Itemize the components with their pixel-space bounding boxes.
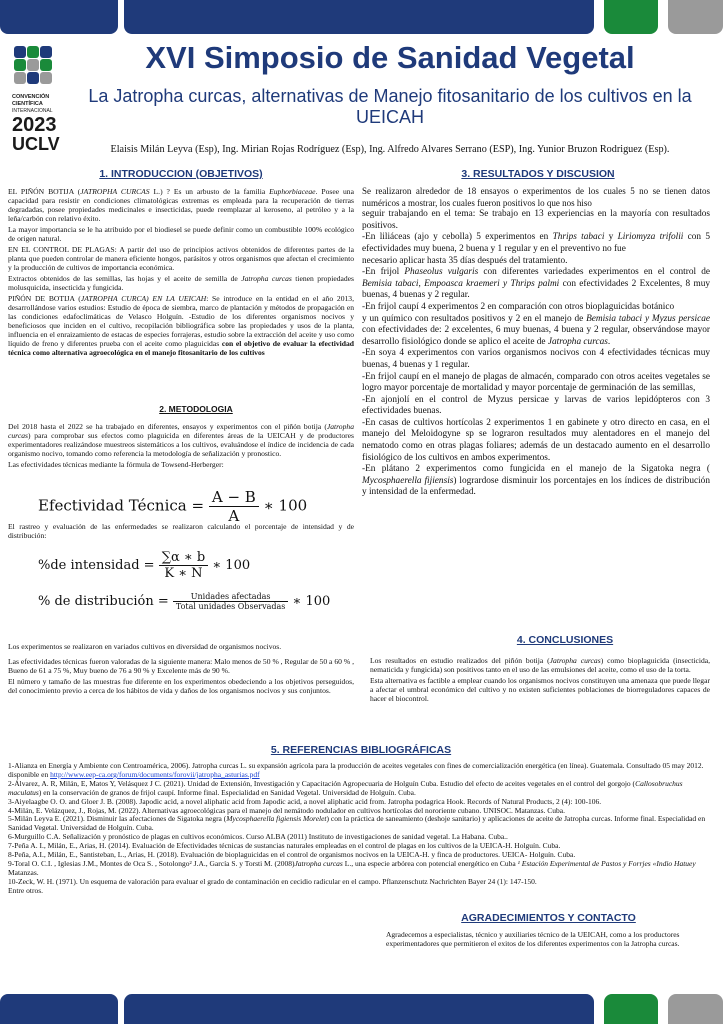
resultados-item-9: -En frijol caupí en el manejo de plagas de almacén, comparado con otros aceites vegetales se logro mayor porcentaje de mortalidad y mayor porcentaje de germinación de las semillas,	[362, 371, 710, 394]
logo-line3: INTERNACIONAL	[12, 108, 53, 114]
header-bar-gray	[668, 0, 723, 34]
reference-item: 4-Milán, E. Velázquez, J., Rojas, M. (2022). Alternativas agroecológicas para el manejo del nemátodo nodulador en cultivos hortícolas del nororiente cubano. UNISOC. Matanzas. Cuba.	[8, 805, 566, 815]
footer-bar-navy-main	[124, 994, 594, 1024]
logo-line1: CONVENCIÓN	[12, 94, 50, 100]
resultados-item-6: -En frijol caupí 4 experimentos 2 en comparación con otros bioplaguicidas botánico	[362, 301, 675, 312]
logo-year: 2023	[12, 114, 57, 136]
footer-bar-green	[604, 994, 658, 1024]
conclusiones-paragraph-1: Los resultados en estudio realizados del piñón botija (Jatropha curcas) como bioplaguicida (insecticida, nematicida y fungicida) son positivos tanto en el uso de las emulsiones del aceite, como el uso de la torta.	[370, 656, 711, 674]
agradecimientos-text: Agradecemos a especialistas, técnico y auxiliaries técnico de la UEICAH, como a los productores experimentadores que permitieron el exitos de los diferentes experimentos con la Jatropha curcas.	[386, 930, 680, 949]
footer-bar-gray	[668, 994, 723, 1024]
metodologia-heading: 2. METODOLOGIA	[159, 404, 233, 414]
footer-bar-navy-left	[0, 994, 118, 1024]
header-bar-navy-main	[124, 0, 594, 34]
page-title: XVI Simposio de Sanidad Vegetal	[145, 40, 635, 75]
metodologia-paragraph-4: Los experimentos se realizaron en variados cultivos en diversidad de organismos nocivos.	[8, 642, 282, 651]
logo-org: UCLV	[12, 134, 60, 154]
reference-item: 10-Zeck, W. H. (1971). Un esquema de valoración para evaluar el grado de contaminación en cecidio radicular en el campo. Pflanzenschutz Nachrichten Bayer 24 (1): 147-150.	[8, 876, 537, 886]
authors-line: Elaisis Milán Leyva (Esp), Ing. Mirian Rojas Rodríguez (Esp), Ing. Alfredo Alvares Serrano (ESP), Ing. Yunior Bruzon Rodriguez (Esp).	[110, 144, 670, 155]
reference-item: 6-Murguillo C.A. Señalización y pronóstico de plagas en cultivos económicos. Curso ALBA (2011) Instituto de investigaciones de sanidad vegetal. La Habana. Cuba..	[8, 832, 508, 842]
intro-paragraph-4: Extractos obtenidos de las semillas, las hojas y el aceite de semilla de Jatropha curcas tienen propiedades molusquicida, insecticida y fungicida.	[8, 274, 354, 292]
resultados-item-10: -En ajonjolí en el control de Myzus persicae y larvas de varios lepidópteros con 3 efectividades buenas.	[362, 394, 710, 417]
header-bar-navy-left	[0, 0, 118, 34]
header-bar-green	[604, 0, 658, 34]
resultados-heading: 3. RESULTADOS Y DISCUSION	[461, 168, 615, 180]
formula-distribucion: % de distribución = $\frac{\text{Unidades afectadas}}{\text{Total unidades Observadas}}$ ∗ 100	[38, 592, 331, 611]
resultados-item-12: -En plátano 2 experimentos como fungicida en el manejo de la Sigatoka negra ( Mycosphaerella fijiensis) logrardose disminuir los porcentajes en los índices de distribución y intensidad de la enfermedad.	[362, 464, 710, 498]
resultados-item-3: -En liliáceas (ajo y cebolla) 5 experimentos en Thrips tabaci y Liriomyza trifolii con 5 efectividades muy buena, 2 buena y 1 regular y en el preventivo no fue	[362, 232, 710, 254]
reference-item: 7-Peña A. I., Milán, E., Arias, H. (2014). Evaluación de Efectividades técnicas de sustancias naturales empleadas en el control de plagas en los cultivos de la UEICA-H. Holguín. Cuba.	[8, 841, 561, 851]
metodologia-intro	[8, 422, 354, 471]
reference-item: 8-Peña, A.I., Milán, E., Santisteban, L., Arias, H. (2018). Evaluación de bioplaguicidas en el control de organismos nocivos en la UEICA-H. y finca de productores. UEICA- Holguín. Cuba.	[8, 850, 576, 860]
convention-logo-icon	[14, 46, 52, 90]
resultados-item-11: -En casas de cultivos hortícolas 2 experimentos 1 en gabinete y otro directo en casa, en el manejo del Meloidogyne sp se lograron resultados muy alentadores en el manejo del nematodo como en otras plagas foliares; además de un destacado aumento en el desarrollo fisiológico de los cultivos en ambos experimentos.	[362, 417, 710, 463]
resultados-item-2: seguir trabajando en el tema: Se trabajo en 13 experiencias en la mayoría con resultados positivos.	[362, 209, 710, 231]
resultados-item-1: Se realizaron alrededor de 18 ensayos o experimentos de los cuales 5 no se tienen datos numéricos a mostrar, los cuales fueron positivos lo que nos hiso	[362, 186, 710, 208]
intro-paragraph-3: EN EL CONTROL DE PLAGAS: A partir del uso de principios activos obtenidos de diferentes partes de la planta que pueden controlar de manera eficiente hongos, parásitos y otros organismos que afectan el crecimiento y la producción de cultivos de importancia económica.	[8, 245, 354, 272]
page-subtitle: La Jatropha curcas, alternativas de Manejo fitosanitario de los cultivos en la UEICAH	[88, 86, 692, 127]
metodologia-paragraph-1: Del 2018 hasta el 2022 se ha trabajado en diferentes, ensayos y experimentos con el piñón botija (Jatropha curcas) para comprobar sus efectos como plaguicida en diferentes áreas de la UEICAH y de productores experimentadores realizándose muestreos sistemáticos a los cultivos, evaluándose el índice de incidencia de cada organismo nocivo, tomando como referencia la metodología de señalización y pronostico.	[8, 422, 354, 458]
metodologia-results-notes	[8, 642, 354, 697]
agradecimientos-heading: AGRADECIMIENTOS Y CONTACTO	[461, 912, 636, 924]
formula-intensidad: %de intensidad = $\frac{\sum\alpha ∗ b}{K ∗ N}$ ∗ 100	[38, 550, 251, 581]
formula-efectividad-tecnica: Efectividad Técnica = $\frac{A - B}{A}$ ∗ 100	[38, 488, 308, 525]
conclusiones-paragraph-2: Esta alternativa es factible a emplear cuando los organismos nocivos constituyen una amenaza que puede llegar a afectar el umbral económico del cultivo y no existen suficientes poblaciones de biorreguladores capaces de hacer el biocontrol.	[370, 676, 710, 703]
conclusiones-section	[370, 656, 710, 705]
intro-paragraph-1: EL PIÑÓN BOTIJA (JATROPHA CURCAS L.) ? Es un arbusto de la familia Euphorbiaceae. Posee una capacidad para resistir en condiciones climatológicas extremas es empleada para la recuperación de tierras degradadas, posee propiedades medicinales e insecticidas, puede reemplazar al keroseno, al petróleo y a la leña/carbón con relativo éxito.	[8, 187, 354, 223]
metodologia-paragraph-2: Las efectividades técnicas mediante la fórmula de Towsend-Herberger:	[8, 460, 224, 469]
logo-line2: CIENTÍFICA	[12, 101, 43, 107]
resultados-section	[362, 186, 710, 499]
reference-item: 1-Alianza en Energía y Ambiente con Centroamérica, 2006). Jatropha curcas L. su expansión agrícola para la producción de aceites vegetales con fines de comercialización energética (en línea). Guatemala. Consultado 05 may 2012. disponible en http://www.eep-ca.org/forum/documents/forovii/jatropha_asturias.pdf	[8, 761, 704, 779]
intro-heading: 1. INTRODUCCION (OBJETIVOS)	[99, 168, 263, 180]
reference-item: 9-Toral O. C.I. , Iglesias J.M., Montes de Oca S. , Sotolongo² J.A., García S. y Torsti M. (2008)Jatropha curcas L., una especie arbórea con potencial energético en Cuba ¹ Estación Experimental de Pastos y Forrjes «Indio Hatuey Matanzas.	[8, 858, 696, 877]
resultados-item-7: y un químico con resultados positivos y 2 en el manejo de Bemisia tabaci y Myzus persicae con efectividades de: 2 excelentes, 6 muy buenas, 4 buena y 2 regular, observándose mayor desarrollo fisiológico donde se aplico el aceite de Jatropha curcas.	[362, 313, 710, 347]
reference-link[interactable]: http://www.eep-ca.org/forum/documents/forovii/jatropha_asturias.pdf	[50, 769, 260, 779]
reference-item: 5-Milán Leyva E. (2021). Disminuir las afectaciones de Sigatoka negra (Mycosphaerella figiensis Morelet) con la práctica de saneamiento (deshoje sanitario) y aplicaciones de aceite de Jatropha curcas. Informe final. Especialidad en Sanidad Vegetal. Universidad de Holguín. Cuba.	[8, 814, 706, 833]
intro-paragraph-2: La mayor importancia se le ha atribuido por el biodiesel se puede definir como un combustible 100% ecológico de origen natural.	[8, 225, 354, 243]
reference-item: Entre otros.	[8, 885, 43, 895]
resultados-item-5: -En frijol Phaseolus vulgaris con diferentes variedades experimentos en el control de Bemisia tabaci, Empoasca kraemeri y Thrips palmi con efectividades 2 Excelentes, 8 muy buenas, 4 buenas y 2 regular.	[362, 267, 711, 301]
intro-section	[8, 187, 354, 359]
referencias-heading: 5. REFERENCIAS BIBLIOGRÁFICAS	[270, 744, 452, 756]
reference-item: 2-Álvarez, A. R, Milán, E, Matos Y, Velásquez J C. (2021). Unidad de Extensión, Investigación y Capacitación Agropecuaria de Holguín Cuba. Estudio del efecto de aceites vegetales en el control del gorgojo (Callosobruchus maculatus) en la conservación de granos de frijol caupí. Informe final. Especialidad en Sanidad Vegetal. Universidad de Holguín. Cuba.	[8, 778, 683, 797]
reference-item: 3-Aiyelaagbe O. O. and Gloer J. B. (2008). Japodic acid, a novel aliphatic acid from Japodic acid, a novel aliphatic acid from. Jatropha podagrica Hook. Records of Natural Products, 2 (4): 100-106.	[8, 796, 602, 806]
conclusiones-heading: 4. CONCLUSIONES	[516, 634, 614, 646]
resultados-item-4: necesario aplicar hasta 35 días después del tratamiento.	[362, 255, 568, 266]
metodologia-paragraph-3: El rastreo y evaluación de las enfermedades se realizaron calculando el porcentaje de intensidad y de distribución:	[8, 522, 354, 540]
resultados-item-8: -En soya 4 experimentos con varios organismos nocivos con 4 efectividades técnicas muy buenas, 4 buenas y 1 regular.	[362, 348, 710, 370]
referencias-list	[8, 762, 714, 896]
metodologia-paragraph-5: Las efectividades técnicas fueron valoradas de la siguiente manera: Malo menos de 50 % , Regular de 50 a 60 % , Bueno de 61 a 75 %, Muy bueno de 76 a 90 % y Excelente más de 90 %.	[8, 657, 354, 675]
metodologia-paragraph-6: El número y tamaño de las muestras fue diferente en los experimentos obedeciendo a los objetivos perseguidos, del conocimiento previo a cerca de los hábitos de vida y daños de los organismos nocivos y sus conjuntos.	[8, 677, 354, 695]
intro-paragraph-5: PIÑÓN DE BOTIJA (JATROPHA CURCA) EN LA UEICAH: Se introduce en la entidad en el año 2013, desarrollándose varios estudios: Estudio de época de siembra, marco de plantación y métodos de propagación en las condiciones edafoclimáticas de Velasco Holguín. -Estudio de los diferentes organismos nocivos y beneficiosos que inciden en el cultivo, recopilación bibliográfica sobre las propiedades y usos de la planta, influencia en el enraizamiento de estacas de especies forrajeras, estudio sobre la extracción del aceite y uso como líquido de freno y diferentes prueba con el aceite como plaguicidas con el objetivo de evaluar la efectividad técnica como alternativa agroecológica en el manejo fitosanitario de los cultivos	[8, 294, 354, 357]
